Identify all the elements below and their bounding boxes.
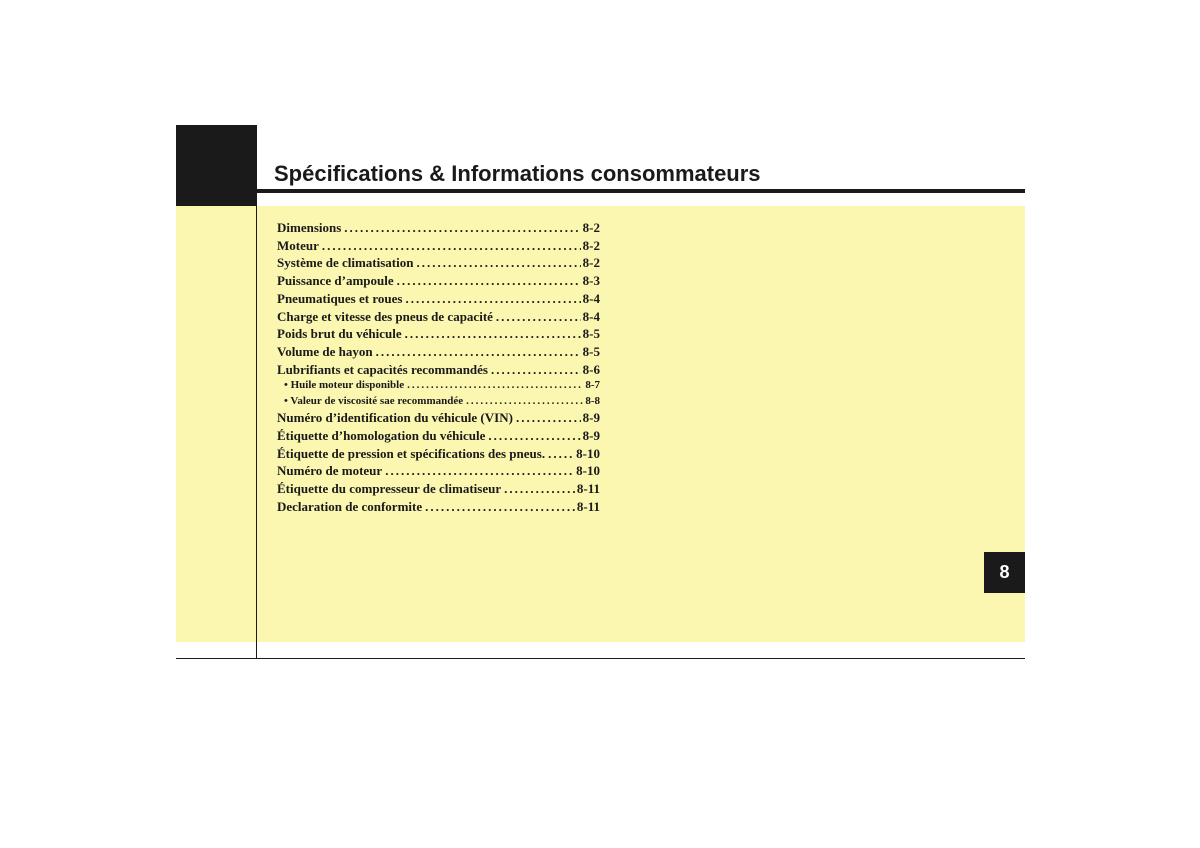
toc-entry-page: 8-2 — [582, 255, 600, 271]
toc-entry-page: 8-3 — [582, 273, 600, 289]
toc-leader-dots — [488, 427, 580, 445]
toc-entry-page: 8-5 — [582, 326, 600, 342]
toc-entry-label: Lubrifiants et capacìtés recommandés — [277, 361, 488, 377]
toc-entry[interactable] — [277, 462, 600, 480]
toc-leader-dots — [504, 480, 575, 498]
bottom-divider — [176, 658, 1025, 659]
toc-entry-label: Puissance d’ampoule — [277, 273, 394, 289]
toc-entry[interactable] — [277, 427, 600, 445]
toc-entry[interactable] — [277, 325, 600, 343]
toc-entry-page: 8-8 — [585, 394, 600, 407]
toc-leader-dots — [405, 290, 580, 308]
toc-leader-dots — [376, 343, 581, 361]
toc-entry-label: Poids brut du véhicule — [277, 326, 402, 342]
toc-entry-label: Dimensions — [277, 220, 342, 235]
toc-entry[interactable] — [277, 290, 600, 308]
toc-entry-page: 8-2 — [582, 237, 600, 253]
toc-leader-dots — [496, 308, 581, 326]
toc-entry-page: 8-10 — [576, 445, 600, 461]
toc-entry[interactable] — [277, 378, 600, 394]
toc-entry[interactable] — [277, 254, 600, 272]
toc-entry[interactable] — [277, 394, 600, 410]
toc-entry-page: 8-7 — [585, 379, 600, 392]
toc-entry[interactable] — [277, 219, 600, 237]
toc-entry-label: Moteur — [277, 237, 319, 253]
toc-entry[interactable] — [277, 272, 600, 290]
toc-entry-label: Pneumatiques et roues — [277, 290, 403, 306]
toc-entry-label: Declaration de conformite — [277, 498, 423, 514]
toc-leader-dots — [416, 254, 580, 272]
toc-entry[interactable] — [277, 237, 600, 255]
toc-leader-dots — [322, 237, 581, 255]
toc-entry[interactable] — [277, 445, 600, 463]
toc-leader-dots — [397, 272, 581, 290]
toc-leader-dots — [425, 498, 575, 516]
toc-entry-page: 8-11 — [576, 481, 600, 497]
toc-entry[interactable] — [277, 409, 600, 427]
toc-entry-label: Numéro de moteur — [277, 463, 383, 479]
toc-entry-label: • Huile moteur disponible — [284, 379, 405, 392]
toc-entry-label: • Valeur de viscosité sae recommandée — [284, 394, 464, 407]
toc-leader-dots — [385, 462, 574, 480]
toc-entry[interactable] — [277, 308, 600, 326]
toc-entry-page: 8-9 — [582, 410, 600, 426]
toc-entry-page: 8-2 — [582, 220, 600, 235]
vertical-divider — [256, 206, 257, 659]
toc-leader-dots — [491, 361, 581, 379]
toc-entry[interactable] — [277, 498, 600, 516]
toc-entry-page: 8-4 — [582, 290, 600, 306]
toc-entry-page: 8-4 — [582, 308, 600, 324]
toc-entry-page: 8-10 — [576, 463, 600, 479]
toc-entry-page: 8-11 — [576, 498, 600, 514]
toc-leader-dots — [516, 409, 581, 427]
toc-leader-dots — [466, 394, 583, 410]
toc-entry-label: Étiquette du compresseur de climatiseur — [277, 481, 502, 497]
title-underline — [257, 189, 1025, 193]
toc-entry[interactable] — [277, 361, 600, 379]
toc-entry[interactable] — [277, 343, 600, 361]
chapter-header-block — [176, 125, 257, 206]
toc-leader-dots — [344, 219, 580, 237]
chapter-tab-number: 8 — [999, 562, 1010, 582]
toc-entry-page: 8-9 — [582, 428, 600, 444]
chapter-title: Spécifications & Informations consommateurs — [274, 161, 761, 186]
table-of-contents — [277, 219, 600, 516]
toc-leader-dots — [548, 445, 574, 463]
chapter-tab[interactable] — [984, 552, 1025, 593]
toc-entry-label: Charge et vitesse des pneus de capacité — [277, 308, 493, 324]
toc-entry-label: Volume de hayon — [277, 343, 373, 359]
toc-entry-page: 8-5 — [582, 343, 600, 359]
toc-entry-label: Étiquette de pression et spécifications des pneus. — [277, 445, 546, 461]
toc-entry-label: Étiquette d’homologation du véhicule — [277, 428, 486, 444]
toc-entry-page: 8-6 — [582, 361, 600, 377]
toc-entry-label: Numéro d’identification du véhicule (VIN) — [277, 410, 513, 426]
toc-leader-dots — [405, 325, 581, 343]
toc-entry[interactable] — [277, 480, 600, 498]
toc-leader-dots — [407, 378, 583, 394]
toc-entry-label: Système de climatisation — [277, 255, 414, 271]
